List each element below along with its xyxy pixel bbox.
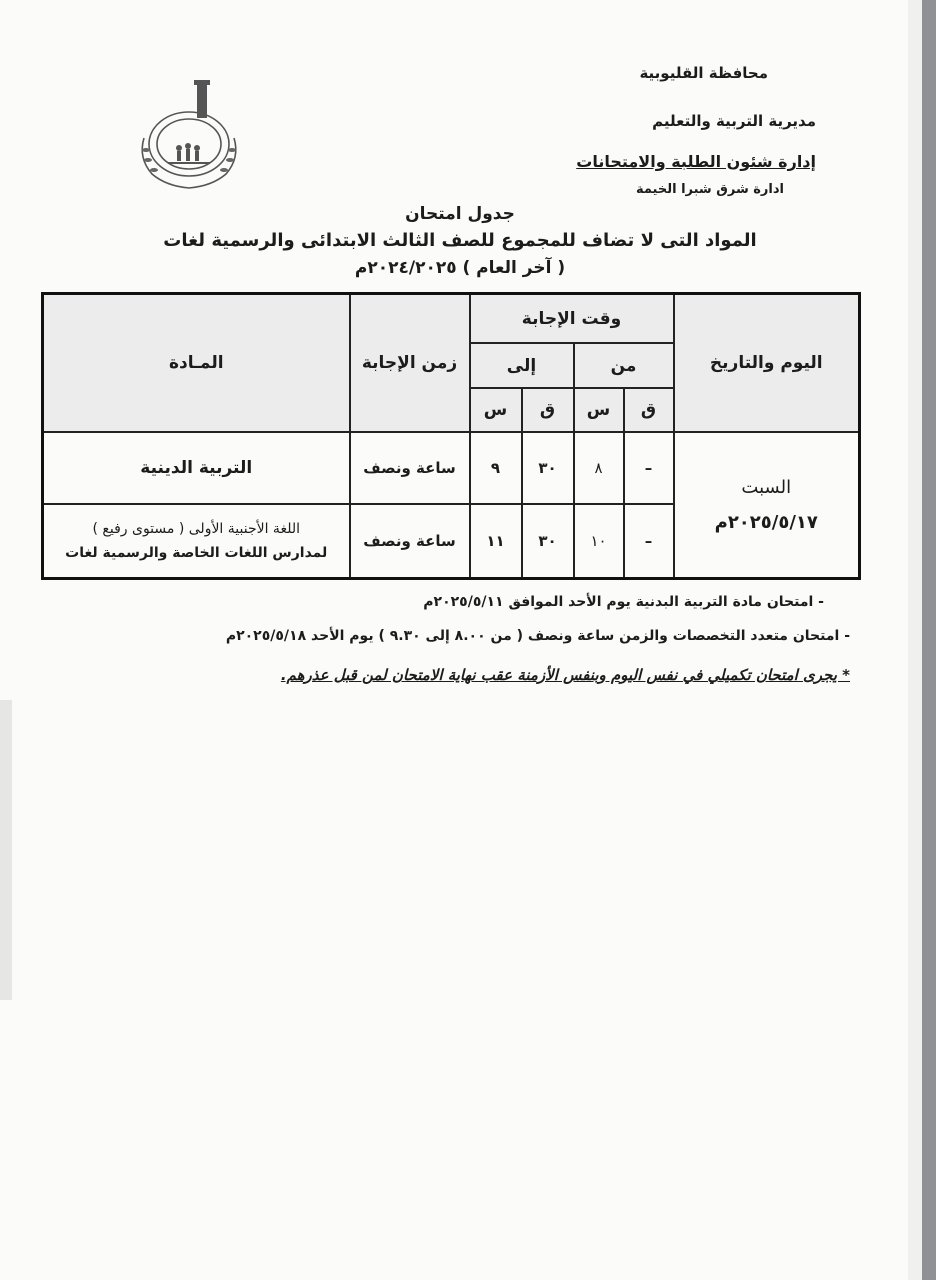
ministry-emblem-icon [124, 78, 254, 194]
note-pe-exam: - امتحان مادة التربية البدنية يوم الأحد الموافق ٢٠٢٥/٥/١١م [423, 594, 824, 610]
row2-from-min: – [624, 504, 674, 578]
header-to-hour: س [470, 388, 522, 431]
header-from-min: ق [624, 388, 674, 431]
header-answer-time: وقت الإجابة [470, 294, 674, 344]
title-line-1: جدول امتحان [405, 204, 515, 224]
header-from: من [574, 343, 674, 388]
row1-subject: التربية الدينية [43, 432, 350, 504]
row2-subject [43, 504, 350, 578]
department-label: إدارة شئون الطلبة والامتحانات [576, 152, 816, 171]
row2-duration: ساعة ونصف [350, 504, 470, 578]
header-duration: زمن الإجابة [350, 294, 470, 432]
day-date-cell [674, 432, 860, 579]
note-multidisciplinary-exam: - امتحان متعدد التخصصات والزمن ساعة ونصف ( من ٨.٠٠ إلى ٩.٣٠ ) يوم الأحد ٢٠٢٥/٥/١٨م [225, 628, 850, 644]
exam-schedule-table [41, 292, 861, 580]
administration-label: ادارة شرق شبرا الخيمة [635, 182, 784, 197]
page-shadow [908, 0, 922, 1280]
header-to-min: ق [522, 388, 574, 431]
directorate-label: مديرية التربية والتعليم [652, 112, 816, 130]
row1-duration: ساعة ونصف [350, 432, 470, 504]
header-day-date: اليوم والتاريخ [674, 294, 860, 432]
row1-to-min: ٣٠ [522, 432, 574, 504]
row2-subject-line1: اللغة الأجنبية الأولى ( مستوى رفيع ) [92, 521, 300, 538]
row2-from-hour: ١٠ [574, 504, 624, 578]
header-to: إلى [470, 343, 574, 388]
title-line-3: ( آخر العام ) ٢٠٢٤/٢٠٢٥م [354, 258, 566, 278]
governorate-label: محافظة القليوبية [639, 64, 768, 82]
row2-to-min: ٣٠ [522, 504, 574, 578]
row1-from-min: – [624, 432, 674, 504]
row1-to-hour: ٩ [470, 432, 522, 504]
header-subject: المـادة [43, 294, 350, 432]
row1-from-hour: ٨ [574, 432, 624, 504]
title-line-2: المواد التى لا تضاف للمجموع للصف الثالث الابتدائى والرسمية لغات [163, 230, 757, 251]
date-label: ٢٠٢٥/٥/١٧م [714, 511, 818, 533]
row2-to-hour: ١١ [470, 504, 522, 578]
row2-subject-line2: لمدارس اللغات الخاصة والرسمية لغات [65, 545, 328, 562]
header-from-hour: س [574, 388, 624, 431]
note-makeup-exam: * يجرى امتحان تكميلي في نفس اليوم وبنفس الأزمنة عقب نهاية الامتحان لمن قبل عذرهم. [280, 666, 850, 684]
day-label: السبت [741, 476, 792, 498]
page-edge [0, 700, 12, 1000]
